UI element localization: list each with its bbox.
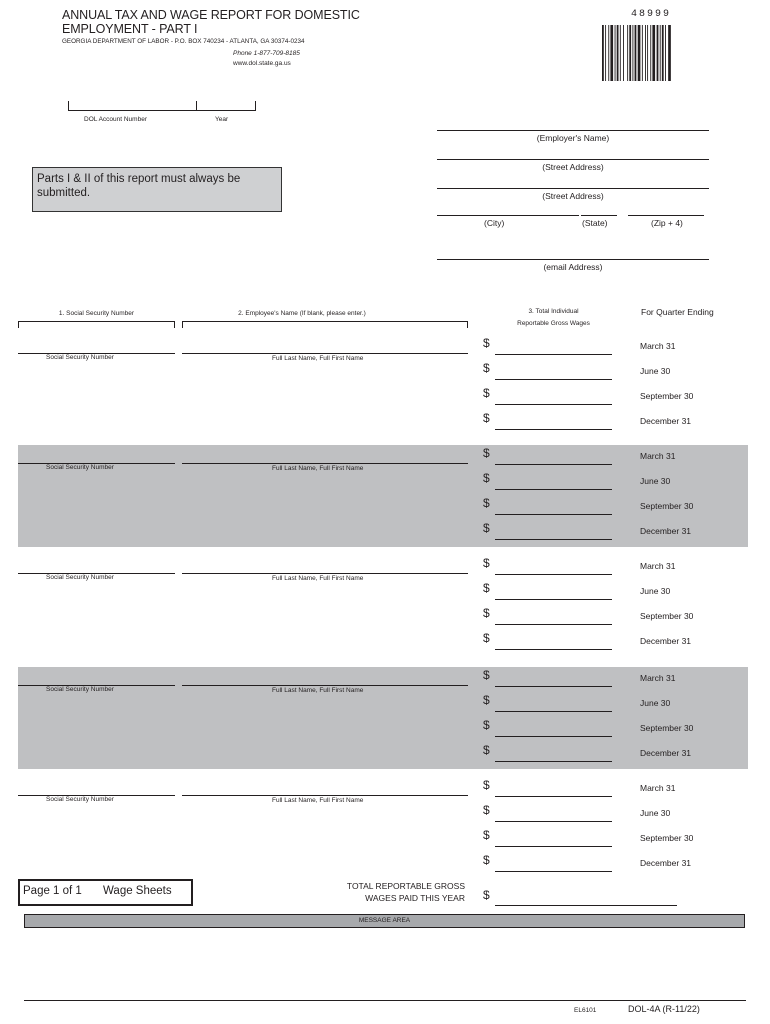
currency-symbol: $ [483, 853, 490, 867]
currency-symbol: $ [483, 668, 490, 682]
wage-amount-field[interactable] [495, 574, 612, 575]
employee-name-field[interactable] [182, 795, 468, 796]
name-sublabel: Full Last Name, Full First Name [272, 465, 364, 472]
wage-amount-field[interactable] [495, 796, 612, 797]
wage-amount-field[interactable] [495, 761, 612, 762]
wage-sheets-label: Wage Sheets [103, 885, 172, 897]
quarter-label: June 30 [640, 808, 671, 818]
employee-name-field[interactable] [182, 685, 468, 686]
department-address: GEORGIA DEPARTMENT OF LABOR - P.O. BOX 740234 - ATLANTA, GA 30374-0234 [62, 38, 305, 45]
form-id: DOL-4A (R-11/22) [628, 1004, 700, 1014]
page-indicator [18, 879, 193, 906]
wage-amount-field[interactable] [495, 736, 612, 737]
ssn-column-header: 1. Social Security Number [58, 310, 135, 317]
quarter-label: December 31 [640, 416, 692, 426]
currency-symbol: $ [483, 743, 490, 757]
employer-name-line[interactable] [437, 130, 709, 131]
name-sublabel: Full Last Name, Full First Name [272, 355, 364, 362]
total-wages-label-line1: TOTAL REPORTABLE GROSS [346, 881, 465, 891]
wage-amount-field[interactable] [495, 354, 612, 355]
email-line[interactable] [437, 259, 709, 260]
account-field-line[interactable] [68, 110, 256, 111]
employee-block-shading [18, 445, 748, 547]
ssn-sublabel: Social Security Number [46, 354, 114, 361]
currency-symbol: $ [483, 778, 490, 792]
currency-symbol: $ [483, 521, 490, 535]
street-address-label: (Street Address) [542, 162, 604, 172]
website: www.dol.state.ga.us [233, 60, 291, 67]
quarter-label: December 31 [640, 526, 692, 536]
employer-name-label: (Employer's Name) [536, 133, 610, 143]
wages-column-header-2: Reportable Gross Wages [517, 320, 590, 327]
total-wages-field[interactable] [495, 905, 677, 906]
currency-symbol: $ [483, 361, 490, 375]
currency-symbol: $ [483, 471, 490, 485]
quarter-label: September 30 [640, 501, 694, 511]
currency-symbol: $ [483, 718, 490, 732]
street-address-2-line[interactable] [437, 188, 709, 189]
currency-symbol: $ [483, 336, 490, 350]
total-currency-symbol: $ [483, 888, 490, 902]
email-label: (email Address) [543, 262, 603, 272]
quarter-label: March 31 [640, 673, 676, 683]
currency-symbol: $ [483, 606, 490, 620]
currency-symbol: $ [483, 631, 490, 645]
footer-rule [24, 1000, 746, 1001]
name-sublabel: Full Last Name, Full First Name [272, 575, 364, 582]
wage-amount-field[interactable] [495, 404, 612, 405]
quarter-label: September 30 [640, 723, 694, 733]
page-label: Page 1 of 1 [23, 885, 82, 897]
ssn-sublabel: Social Security Number [46, 574, 114, 581]
state-label: (State) [582, 218, 608, 228]
name-header-line [182, 321, 468, 322]
zip-line[interactable] [628, 215, 704, 216]
street-address-line[interactable] [437, 159, 709, 160]
quarter-label: June 30 [640, 366, 671, 376]
employee-block-shading [18, 667, 748, 769]
quarter-label: June 30 [640, 586, 671, 596]
currency-symbol: $ [483, 828, 490, 842]
quarter-label: December 31 [640, 636, 692, 646]
form-title: ANNUAL TAX AND WAGE REPORT FOR DOMESTIC EMPLOYMENT - PART I [62, 8, 360, 36]
total-wages-label [325, 880, 465, 904]
currency-symbol: $ [483, 693, 490, 707]
wage-amount-field[interactable] [495, 379, 612, 380]
currency-symbol: $ [483, 581, 490, 595]
city-line[interactable] [437, 215, 579, 216]
phone-number: Phone 1-877-709-8185 [233, 50, 300, 57]
name-sublabel: Full Last Name, Full First Name [272, 797, 364, 804]
total-wages-label-line2: WAGES PAID THIS YEAR [365, 893, 465, 903]
quarter-label: March 31 [640, 783, 676, 793]
currency-symbol: $ [483, 496, 490, 510]
quarter-column-header: For Quarter Ending [641, 307, 714, 317]
currency-symbol: $ [483, 556, 490, 570]
wage-amount-field[interactable] [495, 871, 612, 872]
message-area: MESSAGE AREA [24, 914, 745, 928]
field-tick [255, 101, 256, 111]
field-tick [68, 101, 69, 111]
field-tick [182, 321, 183, 328]
wage-amount-field[interactable] [495, 514, 612, 515]
wage-amount-field[interactable] [495, 821, 612, 822]
name-column-header: 2. Employee's Name (If blank, please enter.) [238, 310, 366, 317]
ssn-sublabel: Social Security Number [46, 464, 114, 471]
wage-amount-field[interactable] [495, 711, 612, 712]
quarter-label: December 31 [640, 858, 692, 868]
employee-name-field[interactable] [182, 463, 468, 464]
form-code: EL6101 [574, 1007, 597, 1014]
wages-column-header-1: 3. Total Individual [528, 308, 579, 315]
name-sublabel: Full Last Name, Full First Name [272, 687, 364, 694]
parts-notice: Parts I & II of this report must always be submitted. [32, 167, 282, 212]
currency-symbol: $ [483, 803, 490, 817]
quarter-label: June 30 [640, 476, 671, 486]
year-label: Year [215, 116, 229, 123]
quarter-label: September 30 [640, 833, 694, 843]
wage-amount-field[interactable] [495, 464, 612, 465]
form-number: 48999 [631, 9, 672, 20]
quarter-label: March 31 [640, 561, 676, 571]
zip-label: (Zip + 4) [651, 218, 683, 228]
wage-amount-field[interactable] [495, 489, 612, 490]
wage-amount-field[interactable] [495, 846, 612, 847]
quarter-label: September 30 [640, 611, 694, 621]
wage-amount-field[interactable] [495, 686, 612, 687]
currency-symbol: $ [483, 411, 490, 425]
field-tick [467, 321, 468, 328]
ssn-sublabel: Social Security Number [46, 686, 114, 693]
quarter-label: March 31 [640, 341, 676, 351]
ssn-sublabel: Social Security Number [46, 796, 114, 803]
wage-amount-field[interactable] [495, 624, 612, 625]
wage-amount-field[interactable] [495, 429, 612, 430]
city-label: (City) [484, 218, 505, 228]
currency-symbol: $ [483, 386, 490, 400]
field-tick [18, 321, 19, 328]
street-address-2-label: (Street Address) [542, 191, 604, 201]
quarter-label: June 30 [640, 698, 671, 708]
wage-amount-field[interactable] [495, 649, 612, 650]
quarter-label: September 30 [640, 391, 694, 401]
account-number-label: DOL Account Number [84, 116, 147, 123]
currency-symbol: $ [483, 446, 490, 460]
field-tick [174, 321, 175, 328]
employee-name-field[interactable] [182, 573, 468, 574]
ssn-header-line [18, 321, 175, 322]
wage-amount-field[interactable] [495, 539, 612, 540]
state-line[interactable] [581, 215, 617, 216]
barcode [602, 25, 692, 81]
quarter-label: March 31 [640, 451, 676, 461]
wage-amount-field[interactable] [495, 599, 612, 600]
field-tick [196, 101, 197, 111]
quarter-label: December 31 [640, 748, 692, 758]
employee-name-field[interactable] [182, 353, 468, 354]
